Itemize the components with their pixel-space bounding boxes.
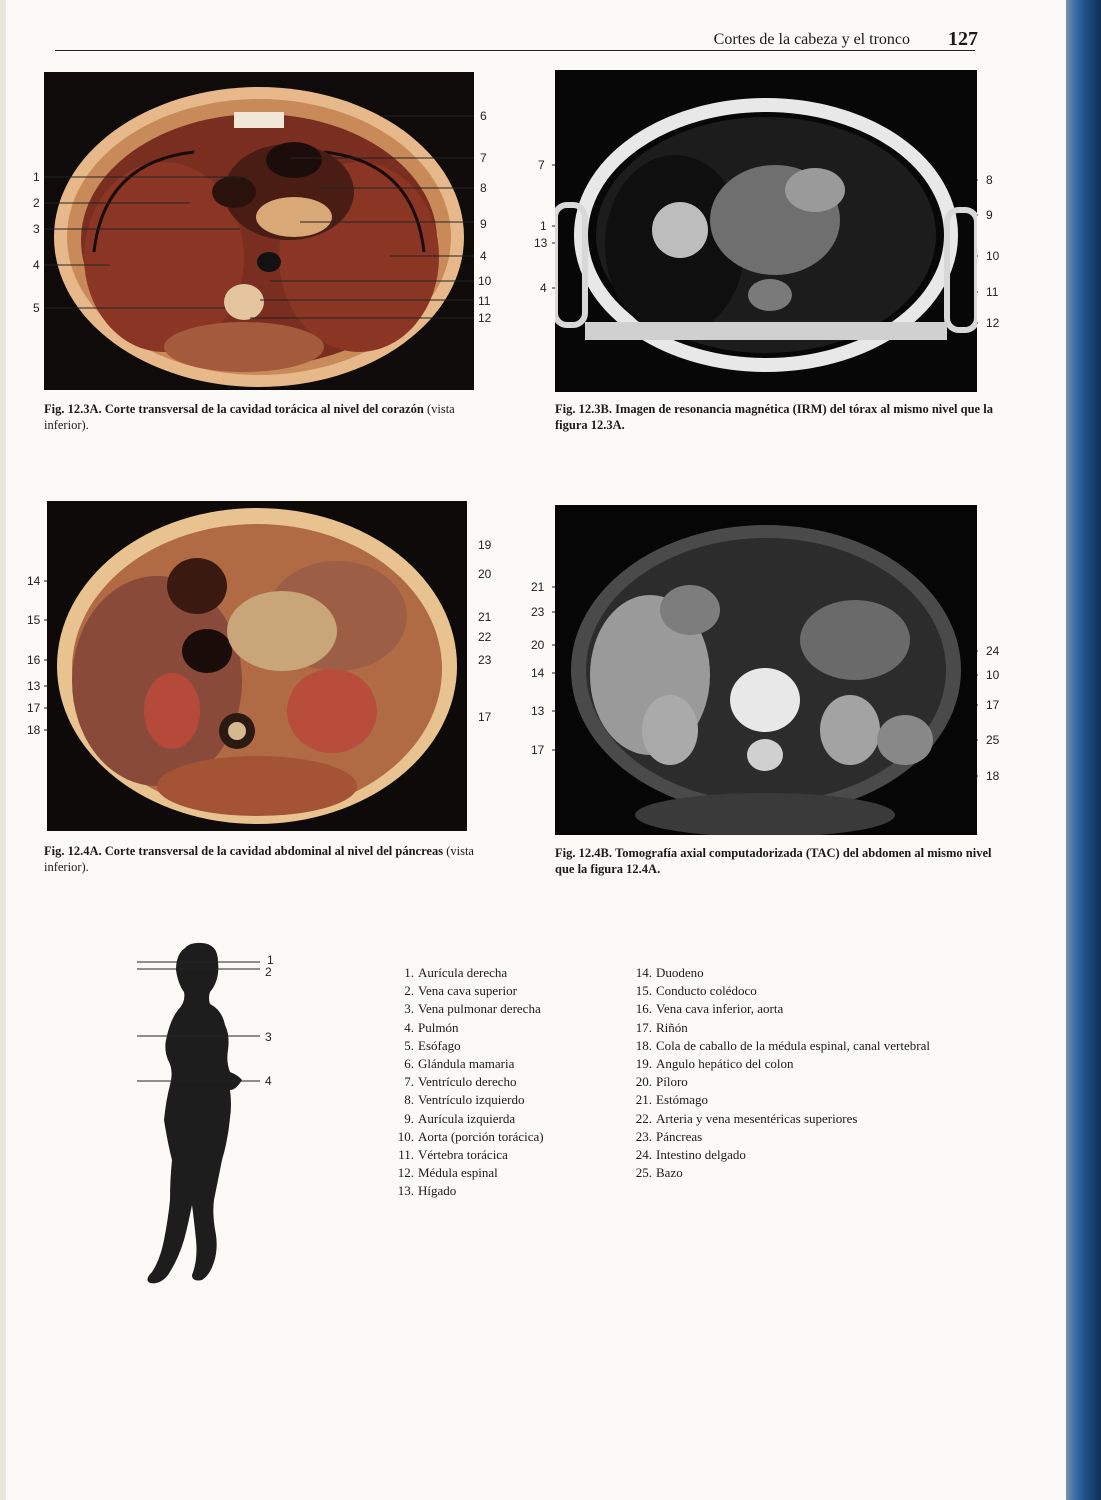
thorax-mri-illustration xyxy=(555,70,977,392)
label-number: 10 xyxy=(986,668,1000,682)
legend-item: 14. Duodeno xyxy=(635,965,704,980)
label-number: 23 xyxy=(531,605,545,619)
label-number: 14 xyxy=(531,666,545,680)
level-number: 1 xyxy=(267,953,274,967)
label-number: 5 xyxy=(33,301,40,315)
caption-bold-text: Tomografía axial computadorizada (TAC) del abdomen al mismo nivel que la figura 12.4A. xyxy=(555,846,992,876)
figure-12-4a-caption xyxy=(44,843,489,875)
label-number: 21 xyxy=(478,610,492,624)
label-number: 11 xyxy=(478,294,491,308)
label-number: 2 xyxy=(33,196,40,210)
label-number: 17 xyxy=(531,743,545,757)
label-number: 13 xyxy=(27,679,41,693)
label-number: 14 xyxy=(27,574,41,588)
label-number: 17 xyxy=(27,701,41,715)
legend-item: 18. Cola de caballo de la médula espinal, canal vertebral xyxy=(635,1037,930,1053)
level-number: 2 xyxy=(265,965,272,979)
label-number: 9 xyxy=(986,208,993,222)
label-number: 11 xyxy=(986,285,999,299)
caption-label: Fig. 12.4A. xyxy=(44,844,102,858)
caption-bold-text: Corte transversal de la cavidad abdominal al nivel del páncreas xyxy=(104,844,444,858)
label-number: 9 xyxy=(480,217,487,231)
legend-item: 1. Aurícula derecha xyxy=(404,965,508,980)
caption-label: Fig. 12.3B. xyxy=(555,402,612,416)
label-number: 20 xyxy=(478,567,492,581)
legend-column-2 xyxy=(630,964,956,1182)
label-number: 4 xyxy=(540,281,547,295)
label-number: 20 xyxy=(531,638,545,652)
label-number: 10 xyxy=(986,249,1000,263)
abdomen-section-illustration xyxy=(47,501,467,831)
caption-bold-text: Corte transversal de la cavidad torácica al nivel del corazón xyxy=(104,402,424,416)
figure-12-4b-image xyxy=(555,505,977,835)
label-number: 15 xyxy=(27,613,41,627)
legend-item: 8. Ventrículo izquierdo xyxy=(404,1092,525,1108)
legend-item: 10. Aorta (porción torácica) xyxy=(397,1128,544,1144)
label-number: 7 xyxy=(538,158,545,172)
legend-item: 22. Arteria y vena mesentéricas superiores xyxy=(635,1110,858,1126)
label-number: 13 xyxy=(534,236,548,250)
legend-item: 2. Vena cava superior xyxy=(404,983,517,999)
label-number: 23 xyxy=(478,653,492,667)
label-number: 1 xyxy=(33,170,40,184)
label-number: 4 xyxy=(33,258,40,272)
legend-item: 9. Aurícula izquierda xyxy=(404,1110,516,1126)
legend-item: 7. Ventrículo derecho xyxy=(404,1074,517,1090)
legend-item: 5. Esófago xyxy=(404,1037,461,1053)
figure-12-3a-caption xyxy=(44,401,484,433)
legend-item: 19. Angulo hepático del colon xyxy=(635,1056,794,1072)
running-title: Cortes de la cabeza y el tronco xyxy=(713,31,910,48)
label-number: 24 xyxy=(986,644,1000,658)
legend-item: 21. Estómago xyxy=(635,1092,708,1108)
legend-item: 15. Conducto colédoco xyxy=(635,983,757,999)
caption-bold-text: Imagen de resonancia magnética (IRM) del tórax al mismo nivel que la figura 12.3A. xyxy=(555,402,993,432)
label-number: 19 xyxy=(478,538,492,552)
legend-item: 12. Médula espinal xyxy=(397,1165,498,1181)
figure-12-4a-image xyxy=(47,501,467,831)
label-number: 13 xyxy=(531,704,545,718)
legend-item: 11. Vértebra torácica xyxy=(398,1147,508,1163)
legend-item: 16. Vena cava inferior, aorta xyxy=(635,1001,784,1017)
label-number: 25 xyxy=(986,733,1000,747)
label-number: 21 xyxy=(531,580,545,594)
label-number: 17 xyxy=(986,698,1000,712)
level-number: 3 xyxy=(265,1030,272,1044)
abdomen-ct-illustration xyxy=(555,505,977,835)
legend-item: 6. Glándula mamaria xyxy=(404,1056,515,1072)
legend-item: 24. Intestino delgado xyxy=(635,1147,746,1163)
label-number: 12 xyxy=(986,316,1000,330)
legend-column-1 xyxy=(392,964,544,1201)
label-number: 16 xyxy=(27,653,41,667)
caption-text: (vista inferior). xyxy=(44,844,474,874)
label-number: 10 xyxy=(478,274,492,288)
label-number: 3 xyxy=(33,222,40,236)
label-number: 6 xyxy=(480,109,487,123)
label-number: 7 xyxy=(480,151,487,165)
label-number: 1 xyxy=(540,219,547,233)
caption-label: Fig. 12.3A. xyxy=(44,402,102,416)
body-silhouette-figure xyxy=(130,940,280,1290)
legend-item: 25. Bazo xyxy=(635,1165,683,1181)
label-number: 18 xyxy=(986,769,1000,783)
legend-item: 3. Vena pulmonar derecha xyxy=(404,1001,541,1017)
label-number: 8 xyxy=(480,181,487,195)
label-number: 4 xyxy=(480,249,487,263)
label-number: 12 xyxy=(478,311,492,325)
level-number: 4 xyxy=(265,1074,272,1088)
figure-12-3b-caption xyxy=(555,401,1005,433)
legend-item: 20. Píloro xyxy=(635,1074,688,1090)
legend-item: 17. Riñón xyxy=(635,1019,688,1035)
figure-12-4b-caption xyxy=(555,845,995,877)
page-number: 127 xyxy=(948,28,978,50)
legend-item: 13. Hígado xyxy=(397,1183,457,1199)
legend-item: 23. Páncreas xyxy=(635,1128,703,1144)
legend-item: 4. Pulmón xyxy=(404,1019,459,1035)
label-number: 17 xyxy=(478,710,492,724)
caption-text: (vista inferior). xyxy=(44,402,455,432)
caption-label: Fig. 12.4B. xyxy=(555,846,612,860)
label-number: 22 xyxy=(478,630,492,644)
label-number: 18 xyxy=(27,723,41,737)
label-number: 8 xyxy=(986,173,993,187)
figure-12-3b-image xyxy=(555,70,977,392)
